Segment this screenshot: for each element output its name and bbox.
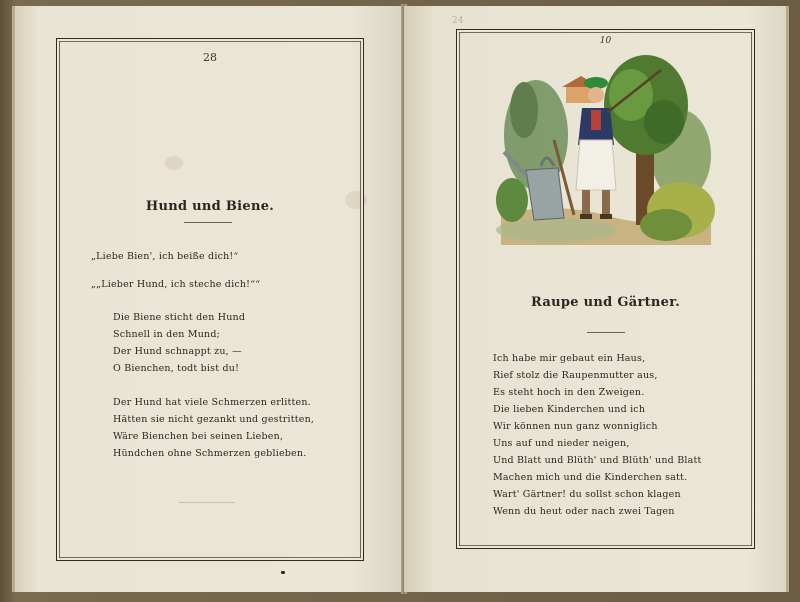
stanza1-line: Der Hund schnappt zu, — [113, 346, 242, 357]
title-divider [587, 332, 625, 333]
poem-line: Ich habe mir gebaut ein Haus, [493, 353, 646, 364]
poem-line: Und Blatt und Blüth' und Blüth' und Blatt [493, 455, 702, 466]
poem-line: Rief stolz die Raupenmutter aus, [493, 370, 658, 381]
left-page-number: 28 [203, 51, 217, 64]
stanza1-line: O Bienchen, todt bist du! [113, 363, 240, 374]
stanza2-line: Wäre Bienchen bei seinen Lieben, [113, 431, 284, 442]
poem-line: Die lieben Kinderchen und ich [493, 404, 646, 415]
poem-line: Wart' Gärtner! du sollst schon klagen [493, 489, 681, 500]
poem-line: Wir können nun ganz wonniglich [493, 421, 658, 432]
dialogue-line: „Liebe Bien', ich beiße dich!“ [91, 251, 239, 262]
ink-mark [281, 571, 285, 574]
poem-line: Wenn du heut oder nach zwei Tagen [493, 506, 675, 517]
poem-line: Es steht hoch in den Zweigen. [493, 387, 645, 398]
poem-line: Uns auf und nieder neigen, [493, 438, 630, 449]
stanza2-line: Hündchen ohne Schmerzen geblieben. [113, 448, 307, 459]
title-divider [184, 222, 232, 223]
dialogue-line: „„Lieber Hund, ich steche dich!““ [91, 279, 261, 290]
stanza1-line: Die Biene sticht den Hund [113, 312, 246, 323]
plate-number: 10 [599, 36, 612, 46]
faint-divider [179, 502, 235, 503]
right-page [404, 6, 789, 592]
poem-title-raupe-und-gaertner: Raupe und Gärtner. [530, 295, 681, 310]
gardener-illustration [496, 40, 716, 245]
faint-page-number: 24 [452, 16, 464, 26]
stanza2-line: Der Hund hat viele Schmerzen erlitten. [113, 397, 311, 408]
left-page [12, 6, 407, 592]
poem-title-hund-und-biene: Hund und Biene. [145, 199, 275, 214]
poem-line: Machen mich und die Kinderchen satt. [493, 472, 688, 483]
left-page-border [56, 38, 364, 561]
stanza1-line: Schnell in den Mund; [113, 329, 221, 340]
right-page-border [456, 29, 755, 549]
stanza2-line: Hätten sie nicht gezankt und gestritten, [113, 414, 315, 425]
